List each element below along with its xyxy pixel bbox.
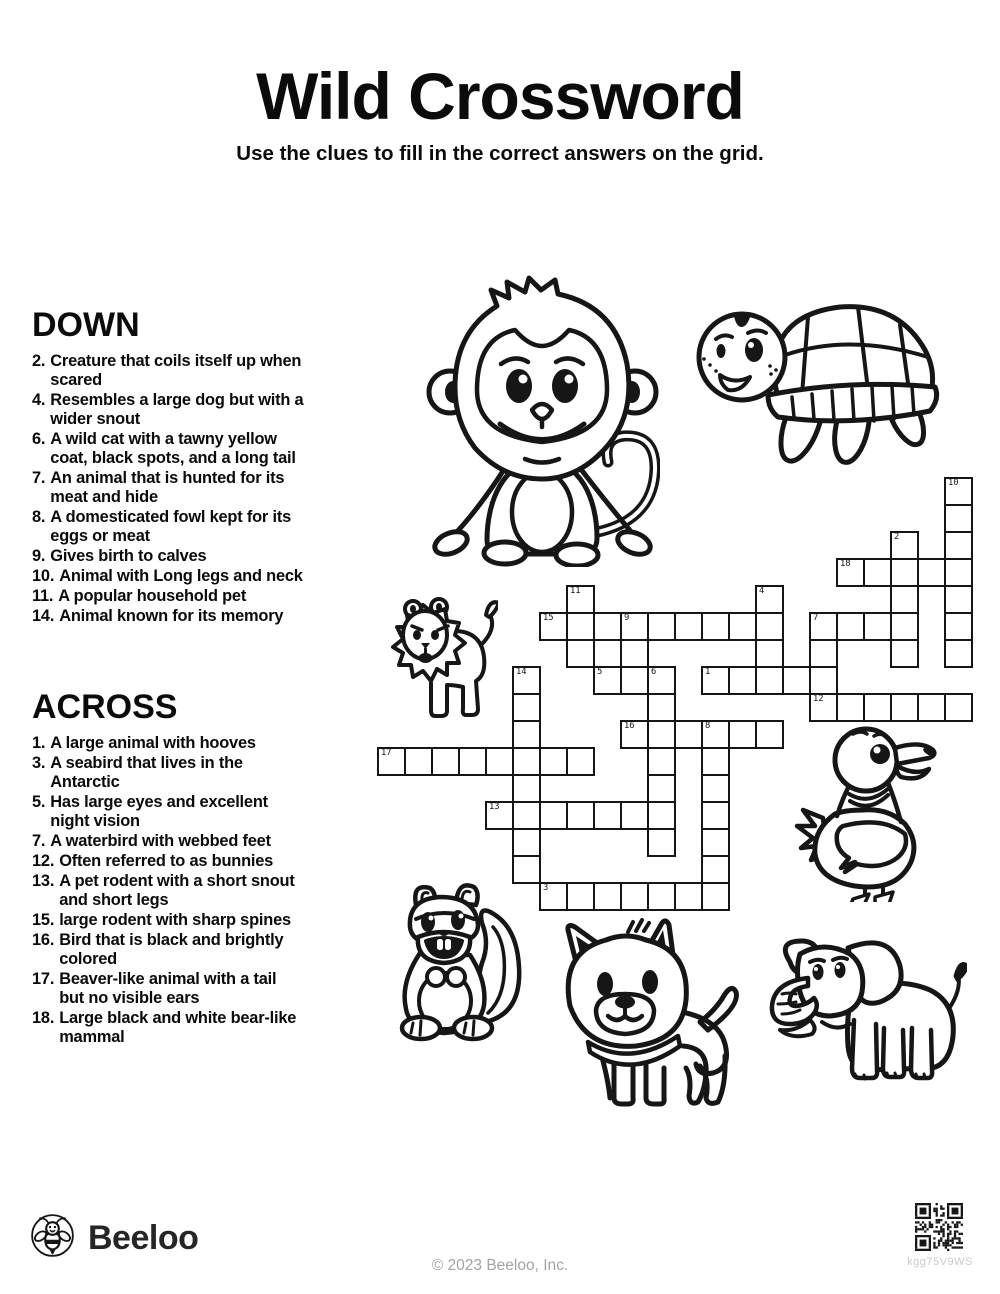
across-clue-list [32,734,304,1048]
clue-item: 2. Creature that coils itself up when scared [32,352,302,390]
grid-cell-r15c10[interactable] [647,882,676,911]
squirrel-illustration [388,875,523,1043]
grid-cell-r5c19[interactable] [890,612,919,641]
grid-cell-r7c10[interactable] [647,666,676,695]
grid-cell-r10c3[interactable] [458,747,487,776]
grid-cell-r3c20[interactable] [917,558,946,587]
grid-cell-r8c5[interactable] [512,693,541,722]
grid-cell-r12c7[interactable] [566,801,595,830]
sea-turtle-illustration [690,295,945,470]
clue-item: 8. A domesticated fowl kept for its eggs or meat [32,508,291,546]
down-clue-list [32,352,304,626]
grid-cell-r3c17[interactable] [836,558,865,587]
grid-cell-r6c14[interactable] [755,639,784,668]
grid-cell-r5c18[interactable] [863,612,892,641]
beeloo-bee-logo-icon [30,1213,75,1258]
grid-cell-number: 17 [381,748,392,758]
grid-cell-r10c4[interactable] [485,747,514,776]
grid-cell-r12c8[interactable] [593,801,622,830]
grid-cell-r9c13[interactable] [728,720,757,749]
grid-cell-r15c7[interactable] [566,882,595,911]
down-heading: DOWN [32,306,140,344]
grid-cell-r2c21[interactable] [944,531,973,560]
grid-cell-r10c6[interactable] [539,747,568,776]
clue-item: 14. Animal known for its memory [32,607,284,626]
across-clues-section [32,688,322,1049]
grid-cell-r6c7[interactable] [566,639,595,668]
grid-cell-r5c14[interactable] [755,612,784,641]
lion-illustration [383,583,498,723]
grid-cell-r5c13[interactable] [728,612,757,641]
grid-cell-number: 16 [624,721,635,731]
grid-cell-r9c9[interactable] [620,720,649,749]
grid-cell-r9c11[interactable] [674,720,703,749]
grid-cell-r10c10[interactable] [647,747,676,776]
grid-cell-r12c10[interactable] [647,801,676,830]
monkey-illustration [425,272,660,567]
grid-cell-r9c5[interactable] [512,720,541,749]
grid-cell-r8c17[interactable] [836,693,865,722]
grid-cell-r15c12[interactable] [701,882,730,911]
grid-cell-number: 2 [894,532,900,542]
grid-cell-r13c5[interactable] [512,828,541,857]
grid-cell-number: 3 [543,883,549,893]
grid-cell-r5c10[interactable] [647,612,676,641]
grid-cell-r9c14[interactable] [755,720,784,749]
clue-item: 13. A pet rodent with a short snout and short legs [32,872,295,910]
grid-cell-r11c10[interactable] [647,774,676,803]
grid-cell-number: 13 [489,802,500,812]
grid-cell-r8c18[interactable] [863,693,892,722]
grid-cell-r6c21[interactable] [944,639,973,668]
grid-cell-r3c19[interactable] [890,558,919,587]
grid-cell-r7c14[interactable] [755,666,784,695]
grid-cell-r8c21[interactable] [944,693,973,722]
grid-cell-number: 4 [759,586,765,596]
grid-cell-r13c12[interactable] [701,828,730,857]
grid-cell-r6c16[interactable] [809,639,838,668]
grid-cell-r4c21[interactable] [944,585,973,614]
grid-cell-r4c19[interactable] [890,585,919,614]
clue-item: 4. Resembles a large dog but with a wider snout [32,391,304,429]
grid-cell-r12c6[interactable] [539,801,568,830]
elephant-illustration [762,928,967,1088]
grid-cell-r7c12[interactable] [701,666,730,695]
clue-item: 6. A wild cat with a tawny yellow coat, black spots, and a long tail [32,430,296,468]
grid-cell-r11c5[interactable] [512,774,541,803]
grid-cell-r15c11[interactable] [674,882,703,911]
grid-cell-r6c9[interactable] [620,639,649,668]
beeloo-wordmark: Beeloo [88,1219,199,1257]
grid-cell-r5c12[interactable] [701,612,730,641]
puppy-illustration [548,918,743,1108]
grid-cell-r15c9[interactable] [620,882,649,911]
grid-cell-r12c4[interactable] [485,801,514,830]
grid-cell-r4c14[interactable] [755,585,784,614]
clue-item: 7. An animal that is hunted for its meat and hide [32,469,285,507]
grid-cell-r7c15[interactable] [782,666,811,695]
grid-cell-number: 18 [840,559,851,569]
grid-cell-r2c19[interactable] [890,531,919,560]
clue-item: 10. Animal with Long legs and neck [32,567,303,586]
grid-cell-r4c7[interactable] [566,585,595,614]
clue-item: 3. A seabird that lives in the Antarctic [32,754,243,792]
grid-cell-r7c8[interactable] [593,666,622,695]
grid-cell-number: 10 [948,478,959,488]
clue-item: 15. large rodent with sharp spines [32,911,291,930]
grid-cell-r12c12[interactable] [701,801,730,830]
grid-cell-r5c9[interactable] [620,612,649,641]
grid-cell-number: 11 [570,586,581,596]
clue-item: 11. A popular household pet [32,587,247,606]
clue-item: 9. Gives birth to calves [32,547,207,566]
clue-item: 7. A waterbird with webbed feet [32,832,271,851]
grid-cell-number: 6 [651,667,657,677]
grid-cell-r9c10[interactable] [647,720,676,749]
grid-cell-r13c10[interactable] [647,828,676,857]
clue-item: 1. A large animal with hooves [32,734,256,752]
clue-item: 18. Large black and white bear-like mammal [32,1009,297,1047]
grid-cell-number: 7 [813,613,819,623]
grid-cell-r7c9[interactable] [620,666,649,695]
grid-cell-number: 12 [813,694,824,704]
qr-code-text: kgg75V9WS [907,1256,973,1268]
grid-cell-r15c8[interactable] [593,882,622,911]
grid-cell-number: 15 [543,613,554,623]
grid-cell-r11c12[interactable] [701,774,730,803]
grid-cell-r8c20[interactable] [917,693,946,722]
grid-cell-r7c13[interactable] [728,666,757,695]
grid-cell-r12c9[interactable] [620,801,649,830]
grid-cell-r15c6[interactable] [539,882,568,911]
grid-cell-r5c11[interactable] [674,612,703,641]
down-clues-section [32,306,322,627]
clue-item: 5. Has large eyes and excellent night vision [32,793,268,831]
grid-cell-r10c5[interactable] [512,747,541,776]
grid-cell-r1c21[interactable] [944,504,973,533]
grid-cell-r8c16[interactable] [809,693,838,722]
grid-cell-r7c5[interactable] [512,666,541,695]
grid-cell-number: 1 [705,667,711,677]
grid-cell-r6c19[interactable] [890,639,919,668]
grid-cell-r10c12[interactable] [701,747,730,776]
clue-item: 17. Beaver-like animal with a tail but no visible ears [32,970,277,1008]
clue-item: 12. Often referred to as bunnies [32,852,274,871]
across-heading: ACROSS [32,688,178,726]
grid-cell-r5c8[interactable] [593,612,622,641]
grid-cell-number: 9 [624,613,630,623]
clue-item: 16. Bird that is black and brightly colored [32,931,284,969]
qr-code [915,1203,963,1251]
duck-illustration [793,722,948,902]
grid-cell-r8c19[interactable] [890,693,919,722]
grid-cell-r7c16[interactable] [809,666,838,695]
grid-cell-r5c17[interactable] [836,612,865,641]
grid-cell-r3c18[interactable] [863,558,892,587]
grid-cell-r5c7[interactable] [566,612,595,641]
grid-cell-number: 8 [705,721,711,731]
page-title: Wild Crossword [256,59,744,133]
grid-cell-r10c7[interactable] [566,747,595,776]
grid-cell-r5c21[interactable] [944,612,973,641]
grid-cell-r14c12[interactable] [701,855,730,884]
grid-cell-r9c12[interactable] [701,720,730,749]
grid-cell-number: 5 [597,667,603,677]
grid-cell-r10c2[interactable] [431,747,460,776]
footer-copyright: © 2023 Beeloo, Inc. [431,1257,569,1274]
grid-cell-number: 14 [516,667,527,677]
grid-cell-r3c21[interactable] [944,558,973,587]
grid-cell-r10c0[interactable] [377,747,406,776]
grid-cell-r0c21[interactable] [944,477,973,506]
grid-cell-r5c6[interactable] [539,612,568,641]
grid-cell-r5c16[interactable] [809,612,838,641]
grid-cell-r12c5[interactable] [512,801,541,830]
grid-cell-r8c10[interactable] [647,693,676,722]
grid-cell-r10c1[interactable] [404,747,433,776]
page-subtitle: Use the clues to fill in the correct answers on the grid. [236,142,764,165]
